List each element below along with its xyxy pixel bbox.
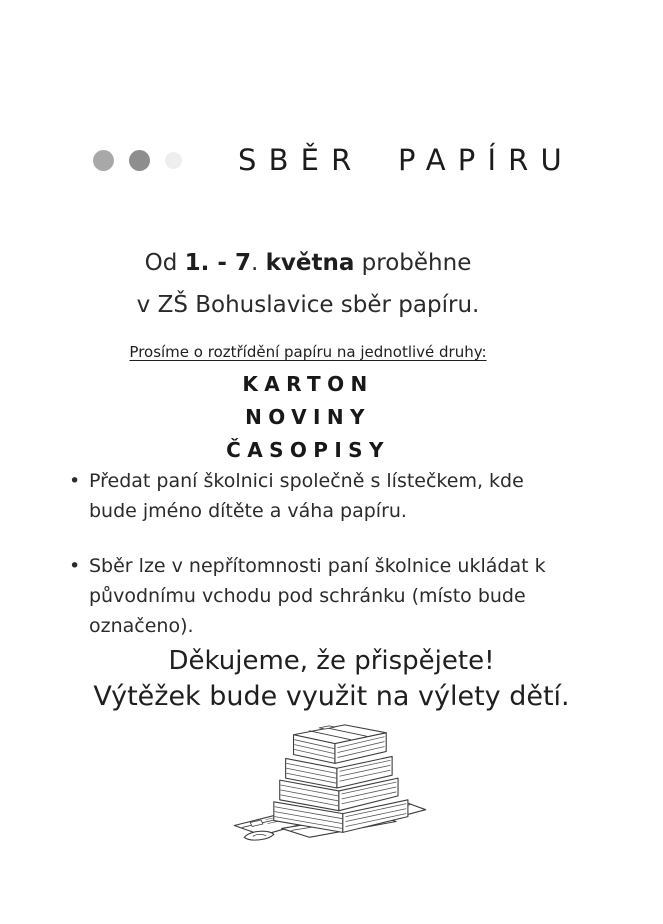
- paper-type-karton: KARTON: [242, 372, 374, 396]
- gray-dot-icon: [129, 150, 150, 171]
- faint-dot-icon: [165, 152, 182, 169]
- month-name: května: [265, 250, 355, 276]
- bullet-list: [62, 466, 562, 641]
- bullet-item: • Sběr lze v nepřítomnosti paní školnice ukládat k původnímu vchodu pod schránku (místo bude označeno).: [62, 551, 562, 641]
- bullet-item: • Předat paní školnici společně s lístečkem, kde bude jméno dítěte a váha papíru.: [62, 466, 562, 526]
- intro-sep: .: [250, 250, 266, 276]
- gray-dot-icon: [93, 150, 114, 171]
- intro-pre: Od: [144, 250, 185, 276]
- intro-line-2: v ZŠ Bohuslavice sběr papíru.: [136, 292, 480, 318]
- paper-types-list: [0, 368, 616, 467]
- intro-line-1: [0, 250, 616, 276]
- page-title: SBĚR PAPÍRU: [238, 143, 574, 177]
- closing-proceeds: Výtěžek bude využit na výlety dětí.: [93, 681, 570, 712]
- sorting-instruction: Prosíme o roztřídění papíru na jednotlivé druhy:: [129, 343, 487, 361]
- paper-type-noviny: NOVINY: [245, 405, 371, 429]
- closing-thanks: Děkujeme, že přispějete!: [168, 646, 495, 676]
- paper-type-casopisy: ČASOPISY: [226, 438, 390, 462]
- title-row: [0, 137, 663, 183]
- intro-post: proběhne: [354, 250, 472, 276]
- newspaper-stack-illustration: [222, 718, 440, 858]
- date-range: 1. - 7: [184, 250, 251, 276]
